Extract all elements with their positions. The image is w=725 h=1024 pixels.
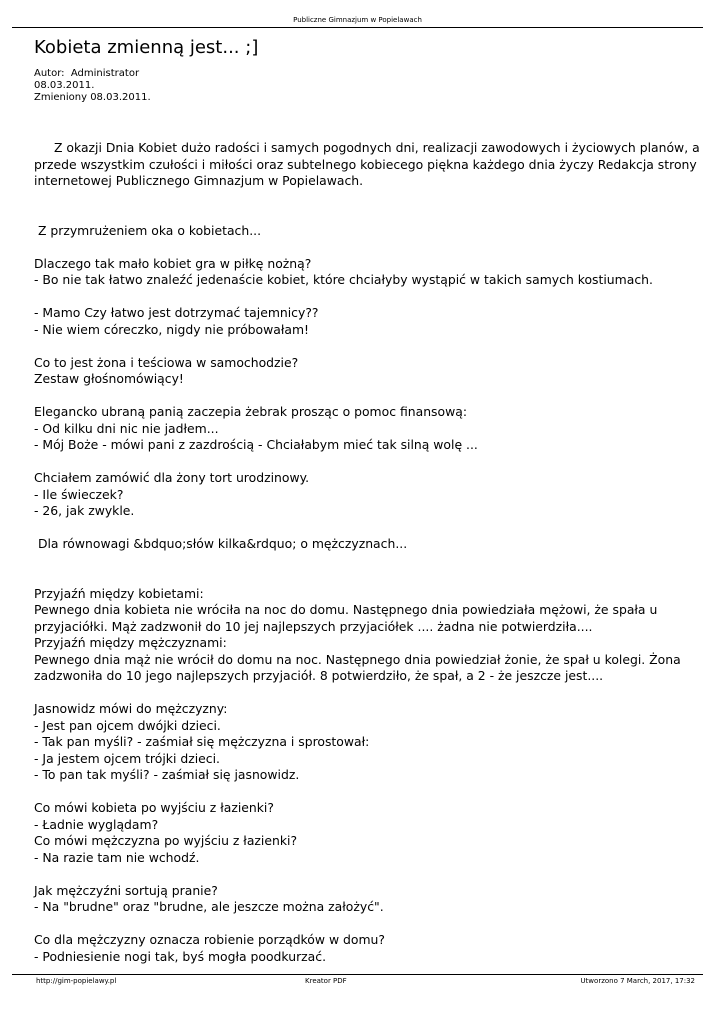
footer-divider bbox=[12, 974, 703, 975]
joke-men: Co mówi kobieta po wyjściu z łazienki? - Ładnie wyglądam? Co mówi mężczyzna po wyjściu z łazienki? - Na razie tam nie wchodź. bbox=[34, 800, 298, 865]
footer-url: http://gim-popielawy.pl bbox=[36, 977, 117, 985]
article-meta bbox=[34, 68, 151, 104]
joke-men: Jasnowidz mówi do mężczyzny: - Jest pan ojcem dwójki dzieci. - Tak pan myśli? - zaśmiał się mężczyzna i sprostował: - Ja jestem ojcem trójki dzieci. - To pan tak myśli? - zaśmiał się jasnowidz. bbox=[34, 701, 370, 782]
joke-men: Przyjaźń między kobietami: Pewnego dnia kobieta nie wróciła na noc do domu. Następnego dnia powiedziała mężowi, że spała u przyjaciółki. Mąż zadzwonił do 10 jej najlepszych przyjaciółek .... żadna nie potwierdziła.... Przyjaźń między mężczyznami: Pewnego dnia mąż nie wrócił do domu na noc. Następnego dnia powiedział żonie, że spał u kolegi. Żona zadzwoniła do 10 jego najlepszych przyjaciół. 8 potwierdziło, że spał, a 2 - że jeszcze jest.... bbox=[34, 585, 681, 683]
article-title: Kobieta zmienną jest... ;] bbox=[34, 37, 259, 58]
article-body bbox=[34, 140, 706, 982]
joke-men: Co dla mężczyzny oznacza robienie porządków w domu? - Podniesienie nogi tak, byś mogła poodkurzać. bbox=[34, 932, 385, 964]
publish-date: 08.03.2011. bbox=[34, 80, 95, 91]
joke-men: Jak mężczyźni sortują pranie? - Na "brudne" oraz "brudne, ale jeszcze można założyć". bbox=[34, 882, 384, 914]
footer-created: Utworzono 7 March, 2017, 17:32 bbox=[580, 977, 695, 985]
author-line: Autor: Administrator bbox=[34, 68, 140, 79]
section-heading-women: Z przymrużeniem oka o kobietach... bbox=[34, 222, 262, 238]
intro-paragraph: Z okazji Dnia Kobiet dużo radości i samych pogodnych dni, realizacji zawodowych i życiowych planów, a przede wszystkim czułości i miłości oraz subtelnego kobiecego piękna każdego dnia życzy Redakcja strony internetowej Publicznego Gimnazjum w Popielawach. bbox=[34, 140, 704, 188]
section-heading-men: Dla równowagi &bdquo;słów kilka&rdquo; o mężczyznach... bbox=[34, 536, 408, 551]
joke-women: - Mamo Czy łatwo jest dotrzymać tajemnicy?? - Nie wiem córeczko, nigdy nie próbowałam! bbox=[34, 305, 319, 337]
joke-women: Dlaczego tak mało kobiet gra w piłkę nożną? - Bo nie tak łatwo znaleźć jedenaście kobiet, które chciałyby wystąpić w takich samych kostiumach. bbox=[34, 255, 653, 287]
site-name: Publiczne Gimnazjum w Popielawach bbox=[293, 16, 422, 24]
footer-generator: Kreator PDF bbox=[305, 977, 347, 985]
joke-women: Elegancko ubraną panią zaczepia żebrak prosząc o pomoc finansową: - Od kilku dni nic nie jadłem... - Mój Boże - mówi pani z zazdrością - Chciałabym mieć tak silną wolę ... bbox=[34, 404, 478, 452]
modified-date: Zmieniony 08.03.2011. bbox=[34, 92, 151, 103]
page-header bbox=[12, 16, 703, 28]
joke-women: Co to jest żona i teściowa w samochodzie? Zestaw głośnomówiący! bbox=[34, 354, 299, 386]
joke-women: Chciałem zamówić dla żony tort urodzinowy. - Ile świeczek? - 26, jak zwykle. bbox=[34, 470, 310, 518]
